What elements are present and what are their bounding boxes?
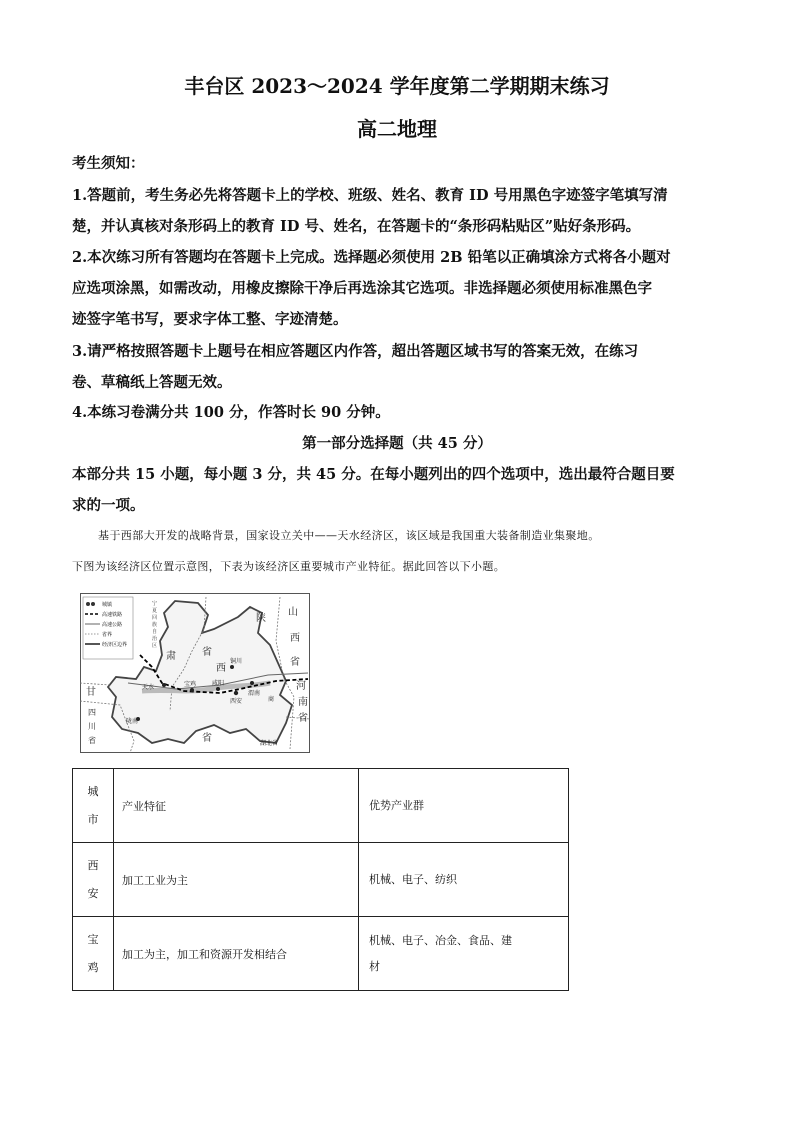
table-row <box>73 843 569 917</box>
legend-town: 城镇 <box>102 602 113 608</box>
label-gansu: 省 <box>202 733 212 744</box>
label-ningxia: 夏 <box>152 608 158 614</box>
label-gansu: 甘 <box>86 687 96 698</box>
label-shaanxi: 陕 <box>256 613 266 624</box>
label-henan: 南 <box>298 697 308 708</box>
label-shanxi: 省 <box>290 657 300 668</box>
cell-city: 宝 鸡 <box>73 917 114 991</box>
notice-line: 2.本次练习所有答题均在答题卡上完成。选择题必须使用 2B 铅笔以正确填涂方式将各小题对 <box>72 249 671 266</box>
label-henan: 河 <box>296 681 306 692</box>
label-weinan: 渭南 <box>248 690 261 697</box>
label-gansu: 肃 <box>166 651 176 662</box>
part1-heading: 第一部分选择题（共 45 分） <box>302 435 492 452</box>
notice-line: 卷、草稿纸上答题无效。 <box>72 374 232 391</box>
legend-zone: 经济区边界 <box>102 642 128 648</box>
header-city: 城 市 <box>73 769 114 843</box>
label-shaanxi: 西 <box>216 663 226 674</box>
label-xian: 西安 <box>230 698 243 705</box>
page-subtitle: 高二地理 <box>357 117 437 141</box>
notice-line: 3.请严格按照答题卡上题号在相应答题区内作答，超出答题区域书写的答案无效，在练习 <box>72 343 639 360</box>
industry-table <box>72 768 569 991</box>
label-ningxia: 族 <box>152 622 158 628</box>
intro-line: 基于西部大开发的战略背景，国家设立关中——天水经济区，该区域是我国重大装备制造业集聚地。 <box>98 529 600 542</box>
label-sichuan: 省 <box>88 736 96 745</box>
header-feature: 产业特征 <box>114 769 359 843</box>
label-baoji: 宝鸡 <box>184 681 197 688</box>
label-sichuan: 四 <box>88 708 96 717</box>
cell-city: 西 安 <box>73 843 114 917</box>
label-henan: 省 <box>298 713 308 724</box>
legend-highway: 高速公路 <box>102 622 123 628</box>
label-ningxia: 宁 <box>152 601 158 607</box>
notice-line: 楚，并认真核对条形码上的教育 ID 号、姓名，在答题卡的“条形码粘贴区”贴好条形码。 <box>72 218 641 235</box>
label-tongchuan: 铜川 <box>230 658 243 665</box>
label-ningxia: 区 <box>152 643 158 649</box>
label-ningxia: 治 <box>152 636 158 642</box>
notice-line: 迹签字笔书写，要求字体工整、字迹清楚。 <box>72 311 348 328</box>
part1-line: 求的一项。 <box>72 497 145 514</box>
economic-zone-map <box>80 593 310 753</box>
label-shang: 商 <box>268 696 275 703</box>
label-ningxia: 自 <box>152 629 158 635</box>
label-sichuan: 川 <box>88 722 96 731</box>
cell-feature: 加工工业为主 <box>114 843 359 917</box>
legend-province: 省界 <box>102 632 113 638</box>
table-row <box>73 917 569 991</box>
label-xianyang: 咸阳 <box>212 680 225 687</box>
part1-line: 本部分共 15 小题，每小题 3 分，共 45 分。在每小题列出的四个选项中，选出最符合题目要 <box>72 466 675 483</box>
label-ningxia: 回 <box>152 615 158 621</box>
notice-line: 应选项涂黑，如需改动，用橡皮擦除干净后再选涂其它选项。非选择题必须使用标准黑色字 <box>72 280 652 297</box>
notice-line: 1.答题前，考生务必先将答题卡上的学校、班级、姓名、教育 ID 号用黑色字迹签字笔填写清 <box>72 187 668 204</box>
cell-advantage: 机械、电子、纺织 <box>359 843 569 917</box>
table-header-row <box>73 769 569 843</box>
page-title: 丰台区 2023～2024 学年度第二学期期末练习 <box>184 74 610 98</box>
header-advantage: 优势产业群 <box>359 769 569 843</box>
intro-line: 下图为该经济区位置示意图，下表为该经济区重要城市产业特征。据此回答以下小题。 <box>72 560 506 573</box>
label-hubei: 湖北省 <box>260 740 279 747</box>
label-shanxi: 山 <box>288 607 298 618</box>
notice-line: 4.本练习卷满分共 100 分，作答时长 90 分钟。 <box>72 404 390 421</box>
label-shaanxi: 省 <box>202 647 212 658</box>
legend-hsr: 高速铁路 <box>102 612 123 618</box>
notice-heading: 考生须知： <box>72 155 145 172</box>
label-tianshui: 天水 <box>142 684 155 691</box>
label-shanxi: 西 <box>290 633 300 644</box>
label-longnan: 陇南 <box>126 718 139 725</box>
cell-feature: 加工为主，加工和资源开发相结合 <box>114 917 359 991</box>
cell-advantage: 机械、电子、冶金、食品、建 材 <box>359 917 569 991</box>
